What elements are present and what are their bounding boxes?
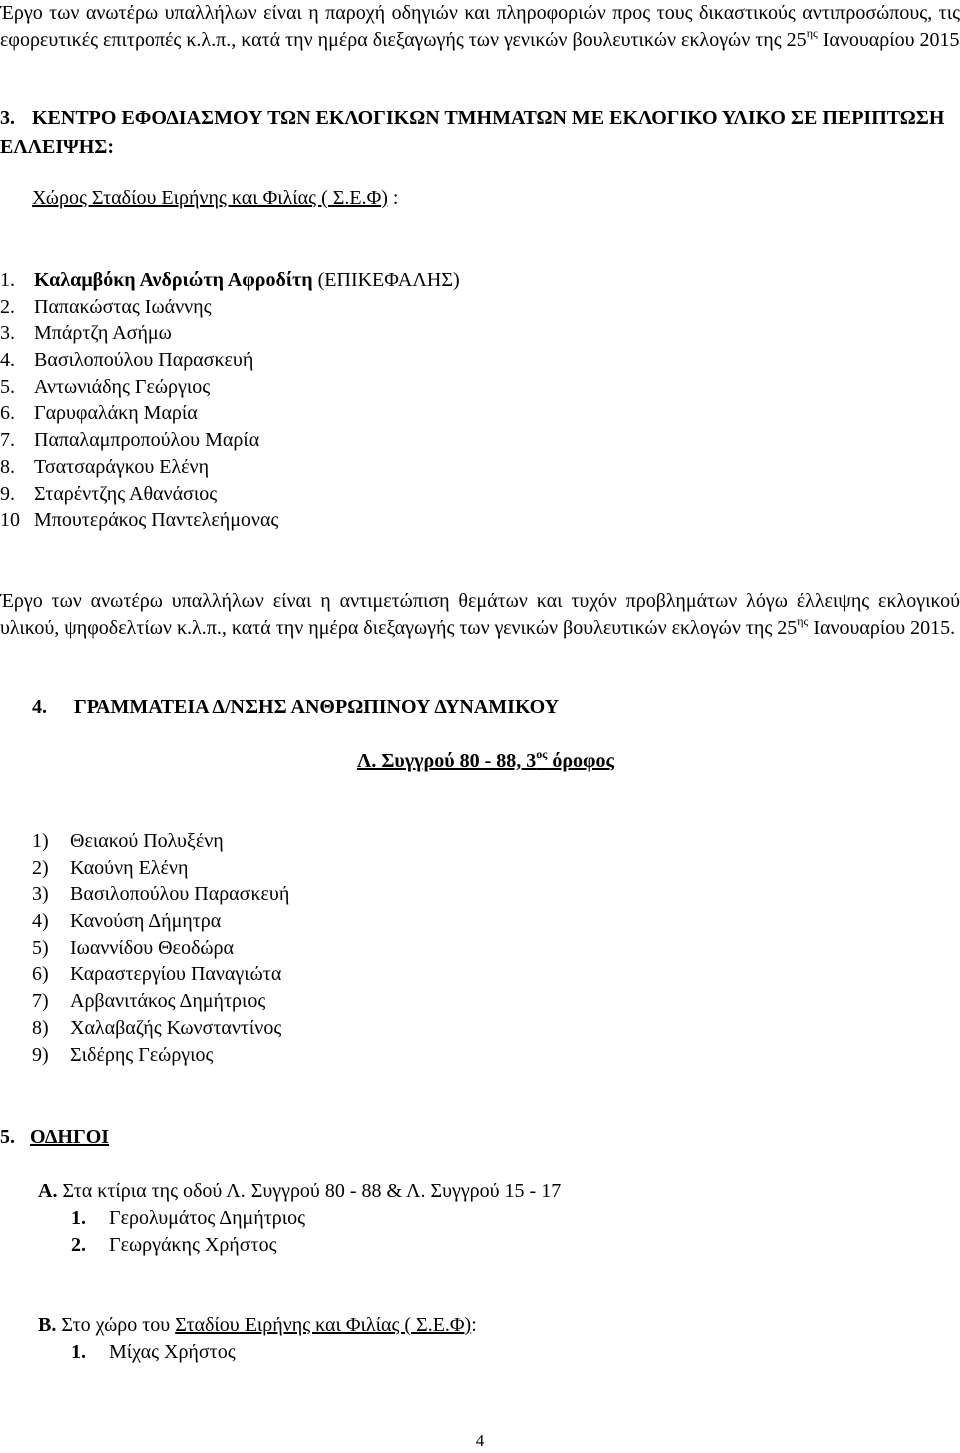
member-name: Παπακώστας Ιωάννης <box>34 295 212 318</box>
section5-b-label: Β. <box>38 1314 57 1336</box>
list-item: 4. Βασιλοπούλου Παρασκευή <box>0 349 254 372</box>
section5-a-line <box>38 1178 561 1205</box>
list-item: 9) Σιδέρης Γεώργιος <box>32 1043 214 1066</box>
member-name: Τσατσαράγκου Ελένη <box>34 455 210 478</box>
member-name: Καούνη Ελένη <box>70 856 189 879</box>
section5-b-pre: Στο χώρο του <box>56 1314 176 1336</box>
member-name: Καραστεργίου Παναγιώτα <box>70 963 282 986</box>
intro-paragraph-text: Έργο των ανωτέρω υπαλλήλων είναι η παροχή οδηγιών και πληροφοριών προς τους δικαστικούς αντιπροσώπους, τις εφορευτικές επιτροπές κ.λ.π., κατά την ημέρα διεξαγωγής των γενικών βουλευτικών εκλογών της 25 <box>0 2 960 51</box>
list-item: 6) Καραστεργίου Παναγιώτα <box>32 963 282 986</box>
member-name: Βασιλοπούλου Παρασκευή <box>70 883 290 906</box>
section3-heading-text: ΚΕΝΤΡΟ ΕΦΟΔΙΑΣΜΟΥ ΤΩΝ ΕΚΛΟΓΙΚΩΝ ΤΜΗΜΑΤΩΝ ΜΕ ΕΚΛΟΓΙΚΟ ΥΛΙΚΟ ΣΕ ΠΕΡΙΠΤΩΣΗ ΕΛΛΕΙΨΗΣ: <box>0 107 945 158</box>
section3-paragraph-sup: ης <box>797 613 809 628</box>
section5-a-drivers <box>71 1205 305 1258</box>
section3-heading <box>0 104 960 162</box>
intro-paragraph <box>0 0 960 53</box>
member-name: Αντωνιάδης Γεώργιος <box>34 375 211 398</box>
section5-heading <box>0 1124 109 1151</box>
section4-heading <box>32 694 559 721</box>
member-name: Σταρέντζης Αθανάσιος <box>34 482 218 505</box>
section3-members-list <box>0 267 460 534</box>
member-name: Παπαλαμπροπούλου Μαρία <box>34 429 260 452</box>
list-item: 3) Βασιλοπούλου Παρασκευή <box>32 883 290 906</box>
section3-location: Χώρος Σταδίου Ειρήνης και Φιλίας ( Σ.Ε.Φ) <box>32 187 388 209</box>
section5-a-text: Στα κτίρια της οδού Λ. Συγγρού 80 - 88 & Λ. Συγγρού 15 - 17 <box>57 1180 562 1202</box>
member-name: Ιωαννίδου Θεοδώρα <box>70 936 234 959</box>
member-name: Μπάρτζη Ασήμω <box>34 322 172 345</box>
list-item: 6. Γαρυφαλάκη Μαρία <box>0 402 198 425</box>
member-name: Γαρυφαλάκη Μαρία <box>34 402 198 425</box>
list-item: 2. Γεωργάκης Χρήστος <box>71 1233 277 1256</box>
list-item: 1. Μίχας Χρήστος <box>71 1341 236 1363</box>
member-name: Χαλαβαζής Κωνσταντίνος <box>70 1016 282 1039</box>
intro-paragraph-sup: ης <box>806 25 818 40</box>
list-item: 9. Σταρέντζης Αθανάσιος <box>0 482 218 505</box>
section3-paragraph-tail: Ιανουαρίου 2015. <box>808 616 956 639</box>
section3-paragraph-text: Έργο των ανωτέρω υπαλλήλων είναι η αντιμετώπιση θεμάτων και τυχόν προβλημάτων λόγω έλλειψης εκλογικού υλικού, ψηφοδελτίων κ.λ.π., κατά την ημέρα διεξαγωγής των γενικών βουλευτικών εκλογών της 25 <box>0 590 960 639</box>
section5-number: 5. <box>0 1126 15 1148</box>
list-item: 3. Μπάρτζη Ασήμω <box>0 322 172 345</box>
list-item: 1. Γερολυμάτος Δημήτριος <box>71 1207 306 1229</box>
member-name: Καλαμβόκη Ανδριώτη Αφροδίτη <box>34 269 313 291</box>
member-name: Μπουτεράκος Παντελεήμονας <box>34 509 279 532</box>
list-item: 5) Ιωαννίδου Θεοδώρα <box>32 936 234 959</box>
member-name: Βασιλοπούλου Παρασκευή <box>34 349 254 372</box>
list-item: 1. Καλαμβόκη Ανδριώτη Αφροδίτη (ΕΠΙΚΕΦΑΛΗΣ) <box>0 269 460 291</box>
section4-members-list <box>32 828 289 1068</box>
page-number: 4 <box>475 1431 485 1450</box>
member-name: Σιδέρης Γεώργιος <box>70 1043 214 1066</box>
section3-location-colon: : <box>387 187 399 209</box>
list-item: 7) Αρβανιτάκος Δημήτριος <box>32 990 266 1013</box>
section4-number: 4. <box>32 696 47 718</box>
list-item: 4) Κανούση Δήμητρα <box>32 910 222 933</box>
section5-b-drivers <box>71 1339 236 1366</box>
list-item: 8) Χαλαβαζής Κωνσταντίνος <box>32 1016 282 1039</box>
list-item: 2. Παπακώστας Ιωάννης <box>0 295 212 318</box>
intro-paragraph-tail: Ιανουαρίου 2015 <box>817 28 960 51</box>
section3-paragraph <box>0 588 960 641</box>
list-item: 10 Μπουτεράκος Παντελεήμονας <box>0 509 279 532</box>
section3-location-line <box>32 185 398 212</box>
list-item: 1) Θειακού Πολυξένη <box>32 830 224 852</box>
driver-name: Γεωργάκης Χρήστος <box>109 1233 277 1256</box>
section5-a-label: Α. <box>38 1180 58 1202</box>
member-name: Θειακού Πολυξένη <box>70 830 224 852</box>
section3-number: 3. <box>0 107 15 129</box>
member-role: (ΕΠΙΚΕΦΑΛΗΣ) <box>312 269 460 291</box>
driver-name: Μίχας Χρήστος <box>109 1341 236 1363</box>
section4-address: Λ. Συγγρού 80 - 88, $3^{o\varsigma}$ όροφος <box>357 747 614 772</box>
list-item: 5. Αντωνιάδης Γεώργιος <box>0 375 211 398</box>
list-item: 8. Τσατσαράγκου Ελένη <box>0 455 210 478</box>
section5-heading-text: ΟΔΗΓΟΙ <box>30 1126 110 1148</box>
section4-heading-text: ΓΡΑΜΜΑΤΕΙΑ Δ/ΝΣΗΣ ΑΝΘΡΩΠΙΝΟΥ ΔΥΝΑΜΙΚΟΥ <box>74 696 560 718</box>
section5-b-post: : <box>471 1314 477 1336</box>
list-item: 2) Καούνη Ελένη <box>32 856 189 879</box>
section5-b-line <box>38 1312 477 1339</box>
driver-name: Γερολυμάτος Δημήτριος <box>109 1207 306 1229</box>
member-name: Κανούση Δήμητρα <box>70 910 222 933</box>
list-item: 7. Παπαλαμπροπούλου Μαρία <box>0 429 260 452</box>
section5-b-location: Σταδίου Ειρήνης και Φιλίας ( Σ.Ε.Φ) <box>175 1314 472 1336</box>
member-name: Αρβανιτάκος Δημήτριος <box>70 990 266 1013</box>
